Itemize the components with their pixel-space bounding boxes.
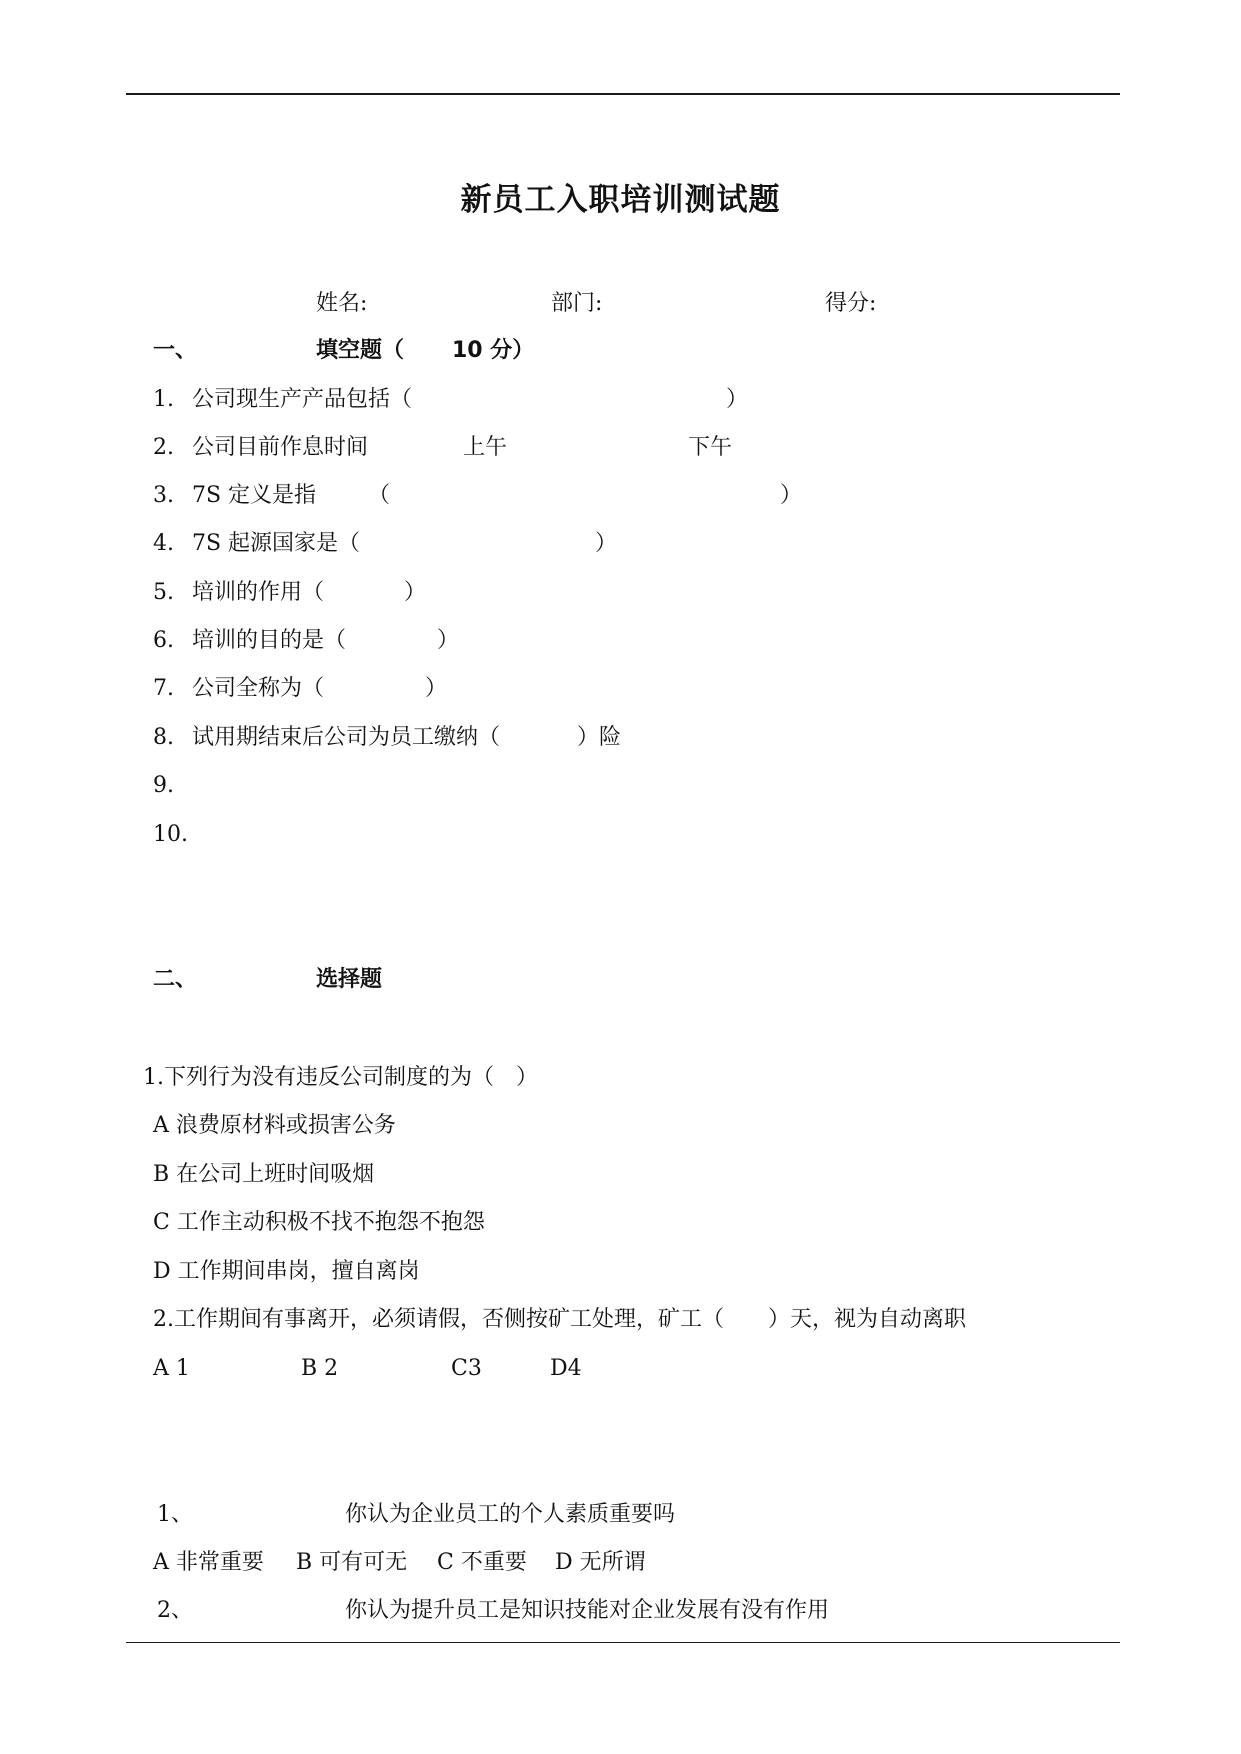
question-1-option-d: D 工作期间串岗，擅自离岗 — [153, 1259, 420, 1284]
item-close: ） — [425, 676, 448, 701]
item-number: 3. — [153, 483, 174, 508]
item-number: 4. — [153, 531, 174, 556]
department-label: 部门: — [551, 291, 603, 316]
item-close: ） — [437, 628, 460, 653]
survey-1-option-c: C 不重要 — [437, 1550, 527, 1575]
survey-2-number: 2、 — [157, 1598, 193, 1623]
item-am: 上午 — [463, 435, 508, 460]
item-close: ） — [780, 483, 803, 508]
section-1-points: 10 分） — [452, 338, 535, 363]
section-1-number: 一、 — [153, 338, 198, 363]
question-1-option-b: B 在公司上班时间吸烟 — [153, 1162, 375, 1187]
item-text: 7S 起源国家是（ — [192, 531, 361, 556]
survey-1-option-b: B 可有可无 — [296, 1550, 408, 1575]
question-2-option-c: C3 — [451, 1356, 482, 1381]
survey-1-option-a: A 非常重要 — [153, 1550, 264, 1575]
section-2-number: 二、 — [153, 967, 198, 992]
item-number: 9. — [153, 773, 174, 798]
survey-1-text: 你认为企业员工的个人素质重要吗 — [345, 1502, 676, 1527]
question-1-text: 1.下列行为没有违反公司制度的为（ ） — [143, 1065, 538, 1090]
question-2-option-b: B 2 — [301, 1356, 339, 1381]
item-number: 10. — [153, 822, 188, 847]
item-number: 2. — [153, 435, 174, 460]
item-close: ） — [595, 531, 618, 556]
item-close: ）险 — [577, 725, 622, 750]
item-number: 8. — [153, 725, 174, 750]
item-close: ） — [726, 387, 749, 412]
header-rule — [126, 93, 1120, 95]
question-1-option-c: C 工作主动积极不找不抱怨不抱怨 — [153, 1210, 485, 1235]
survey-1-option-d: D 无所谓 — [555, 1550, 646, 1575]
item-open: （ — [368, 483, 391, 508]
question-2-text: 2.工作期间有事离开，必须请假，否侧按矿工处理，矿工（ ）天，视为自动离职 — [153, 1307, 966, 1332]
item-number: 5. — [153, 580, 174, 605]
item-text: 公司目前作息时间 — [192, 435, 369, 460]
item-number: 7. — [153, 676, 174, 701]
item-text: 培训的目的是（ — [192, 628, 347, 653]
section-1-heading: 填空题（ — [316, 338, 405, 363]
item-text: 公司现生产产品包括（ — [192, 387, 413, 412]
item-text: 培训的作用（ — [192, 580, 325, 605]
question-2-option-d: D4 — [550, 1356, 582, 1381]
question-1-option-a: A 浪费原材料或损害公务 — [153, 1113, 396, 1138]
survey-1-number: 1、 — [157, 1502, 193, 1527]
item-number: 1. — [153, 387, 174, 412]
name-label: 姓名: — [316, 291, 368, 316]
page-title: 新员工入职培训测试题 — [460, 182, 781, 218]
item-text: 公司全称为（ — [192, 676, 325, 701]
score-label: 得分: — [825, 291, 877, 316]
footer-rule — [126, 1642, 1120, 1643]
section-2-heading: 选择题 — [316, 967, 383, 992]
survey-2-text: 你认为提升员工是知识技能对企业发展有没有作用 — [345, 1598, 830, 1623]
item-text: 试用期结束后公司为员工缴纳（ — [192, 725, 501, 750]
item-pm: 下午 — [688, 435, 733, 460]
question-2-option-a: A 1 — [153, 1356, 190, 1381]
item-number: 6. — [153, 628, 174, 653]
item-text: 7S 定义是指 — [192, 483, 317, 508]
item-close: ） — [404, 580, 427, 605]
